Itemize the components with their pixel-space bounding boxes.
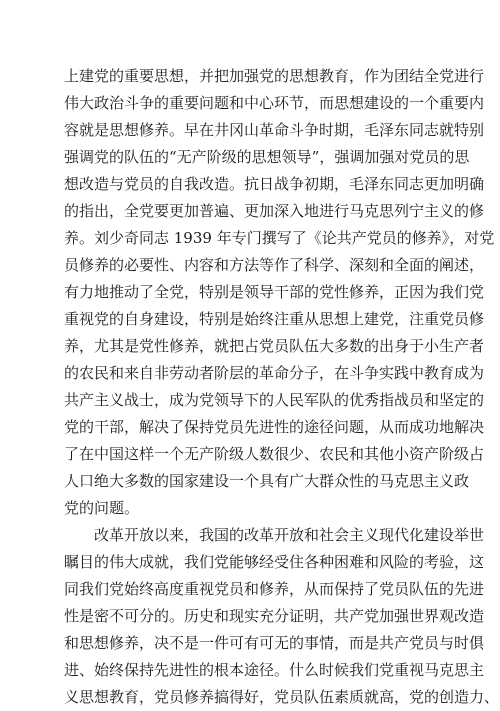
- text-line: 义思想教育，党员修养搞得好，党员队伍素质就高，党的创造力、: [64, 688, 500, 706]
- text-line: 党的问题。: [64, 499, 140, 517]
- text-line: 强调党的队伍的“无产阶级的思想领导”，强调加强对党员的思: [64, 148, 470, 166]
- text-line: 党的干部，解决了保持党员先进性的途径问题，从而成功地解决: [64, 418, 485, 436]
- paragraph-1: [64, 63, 495, 522]
- text-line: 伟大政治斗争的重要问题和中心环节，而思想建设的一个重要内: [64, 94, 485, 112]
- text-line: 想改造与党员的自我改造。抗日战争初期，毛泽东同志更加明确: [64, 175, 485, 193]
- text-line: 员修养的必要性、内容和方法等作了科学、深刻和全面的阐述，: [64, 256, 485, 274]
- text-line: 和思想修养，决不是一件可有可无的事情，而是共产党员与时俱: [64, 634, 485, 652]
- text-line: 共产主义战士，成为党领导下的人民军队的优秀指战员和坚定的: [64, 391, 485, 409]
- text-line: 同我们党始终高度重视党员和修养，从而保持了党员队伍的先进: [64, 580, 485, 598]
- text-line: 容就是思想修养。早在井冈山革命斗争时期，毛泽东同志就特别: [64, 121, 485, 139]
- text-line: 瞩目的伟大成就，我们党能够经受住各种困难和风险的考验，这: [64, 553, 485, 571]
- body-text: [64, 63, 500, 711]
- text-line: 养，尤其是党性修养，就把占党员队伍大多数的出身于小生产者: [64, 337, 485, 355]
- text-line: 进、始终保持先进性的根本途径。什么时候我们党重视马克思主: [64, 661, 485, 679]
- text-line: 的农民和来自非劳动者阶层的革命分子，在斗争实践中教育成为: [64, 364, 485, 382]
- text-line: 性是密不可分的。历史和现实充分证明，共产党加强世界观改造: [64, 607, 485, 625]
- text-line: 的指出，全党要更加普遍、更加深入地进行马克思列宁主义的修: [64, 202, 485, 220]
- text-line: 有力地推动了全党，特别是领导干部的党性修养，正因为我们党: [64, 283, 485, 301]
- text-line: 上建党的重要思想，并把加强党的思想教育，作为团结全党进行: [64, 67, 485, 85]
- text-line: 人口绝大多数的国家建设一个具有广大群众性的马克思主义政: [64, 472, 470, 490]
- text-line: 改革开放以来，我国的改革开放和社会主义现代化建设举世: [94, 526, 485, 544]
- text-line: 养。刘少奇同志 1939 年专门撰写了《论共产党员的修养》，对党: [64, 229, 495, 247]
- paragraph-2: [64, 522, 500, 711]
- text-line: 了在中国这样一个无产阶级人数很少、农民和其他小资产阶级占: [64, 445, 485, 463]
- text-line: 重视党的自身建设，特别是始终注重从思想上建党，注重党员修: [64, 310, 485, 328]
